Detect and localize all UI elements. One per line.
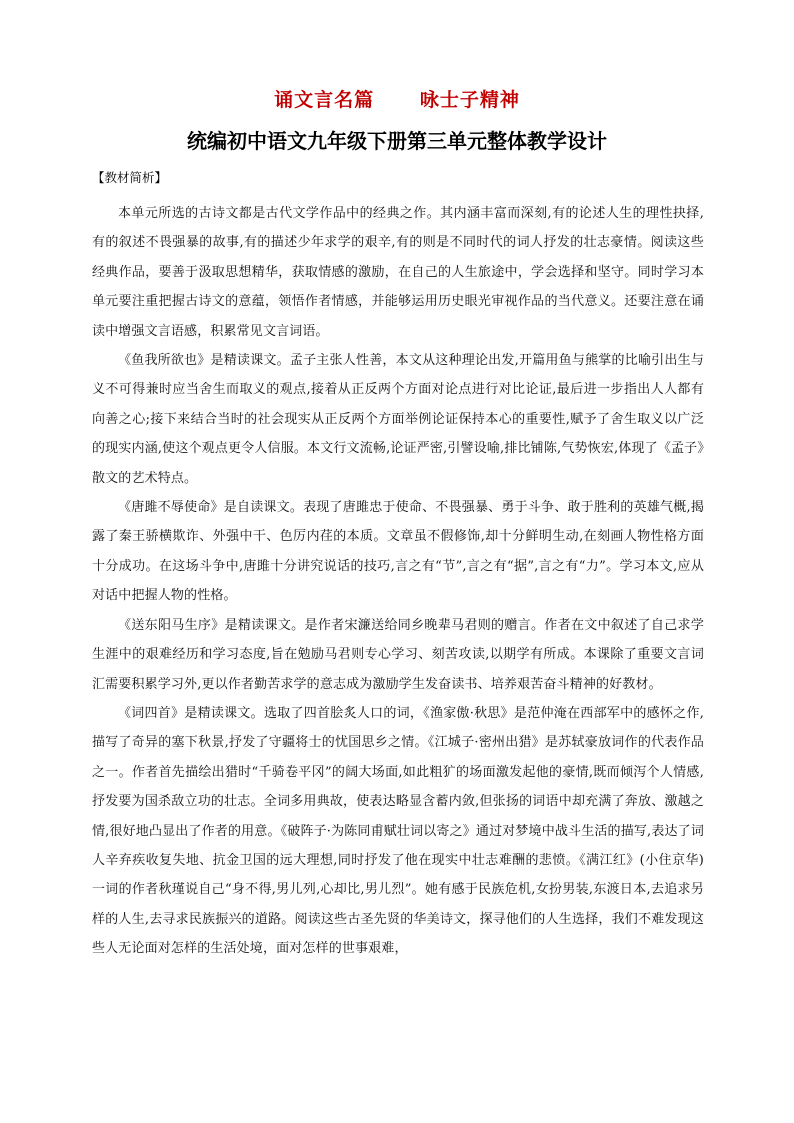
unit-theme-heading: 诵文言名篇 咏士子精神 bbox=[274, 89, 520, 111]
document-title: 统编初中语文九年级下册第三单元整体教学设计 bbox=[187, 129, 607, 153]
paragraph-song-dongyang-masheng-xu: 《送东阳马生序》是精读课文。是作者宋濂送给同乡晚辈马君则的赠言。作者在文中叙述了自己求学生涯中的艰难经历和学习态度,旨在勉励马君则专心学习、刻苦攻读,以期学有所成。本课除了重要文言词汇需要积累学习外,更以作者勤苦求学的意志成为激励学生发奋读书、培养艰苦奋斗精神的好教材。 bbox=[92, 617, 704, 692]
paragraph-unit-overview: 本单元所选的古诗文都是古代文学作品中的经典之作。其内涵丰富而深刻,有的论述人生的理性抉择,有的叙述不畏强暴的故事,有的描述少年求学的艰辛,有的则是不同时代的词人抒发的壮志豪情。阅读这些经典作品，要善于汲取思想精华，获取情感的激励，在自己的人生旅途中，学会选择和坚守。同时学习本单元要注重把握古诗文的意蕴，领悟作者情感，并能够运用历史眼光审视作品的当代意义。还要注意在诵读中增强文言语感，积累常见文言词语。 bbox=[92, 206, 704, 339]
section-label-textbook-analysis: 【教材简析】 bbox=[92, 170, 168, 185]
paragraph-ci-si-shou: 《词四首》是精读课文。选取了四首脍炙人口的词，《渔家傲·秋思》是范仲淹在西部军中的感怀之作,描写了奇异的塞下秋景,抒发了守疆将士的忧国思乡之情。《江城子·密州出猎》是苏轼豪放词作的代表作品之一。作者首先描绘出猎时“千骑卷平冈”的阔大场面,如此粗犷的场面激发起他的豪情,既而倾泻个人情感,抒发要为国杀敌立功的壮志。全词多用典故，使表达略显含蓄内敛,但张扬的词语中却充满了奔放、激越之情,很好地凸显出了作者的用意。《破阵子·为陈同甫赋壮词以寄之》通过对梦境中战斗生活的描写,表达了词人辛弃疾收复失地、抗金卫国的远大理想,同时抒发了他在现实中壮志难酬的悲愤。《满江红》(小住京华)一词的作者秋瑾说自己“身不得,男儿列,心却比,男儿烈”。她有感于民族危机,女扮男装,东渡日本,去追求另样的人生,去寻求民族振兴的道路。阅读这些古圣先贤的华美诗文，探寻他们的人生选择，我们不难发现这些人无论面对怎样的生活处境，面对怎样的世事艰难， bbox=[92, 705, 704, 957]
document-body bbox=[92, 199, 704, 964]
paragraph-tang-ju-bu-ru-shi-ming: 《唐雎不辱使命》是自读课文。表现了唐雎忠于使命、不畏强暴、勇于斗争、敢于胜利的英雄气概,揭露了秦王骄横欺诈、外强中干、色厉内荏的本质。文章虽不假修饰,却十分鲜明生动,在刻画人物性格方面十分成功。在这场斗争中,唐雎十分讲究说话的技巧,言之有“节”,言之有“据”,言之有“力”。学习本文,应从对话中把握人物的性格。 bbox=[92, 500, 704, 604]
paragraph-yu-wo-suo-yu-ye: 《鱼我所欲也》是精读课文。孟子主张人性善，本文从这种理论出发,开篇用鱼与熊掌的比喻引出生与义不可得兼时应当舍生而取义的观点,接着从正反两个方面对论点进行对比论证,最后进一步指出人人都有向善之心;接下来结合当时的社会现实从正反两个方面举例论证保持本心的重要性,赋予了舍生取义以广泛的现实内涵,使这个观点更令人信服。本文行文流畅,论证严密,引譬设喻,排比铺陈,气势恢宏,体现了《孟子》散文的艺术特点。 bbox=[92, 353, 704, 486]
